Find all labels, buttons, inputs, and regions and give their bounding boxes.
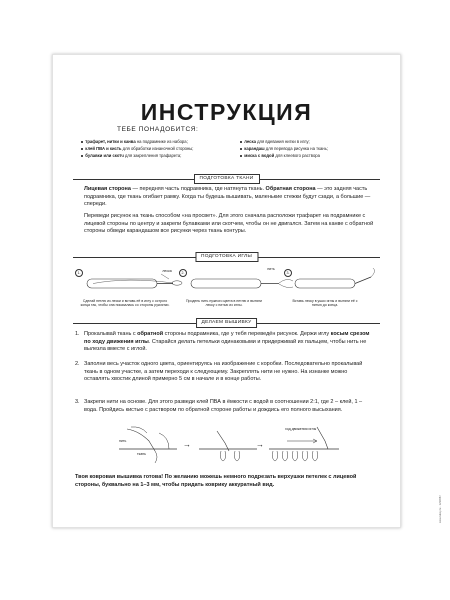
embroidery-illustration	[117, 425, 341, 467]
bullet-icon	[81, 148, 83, 150]
needle-steps-illustration	[73, 267, 383, 299]
bullet-icon	[240, 155, 242, 157]
needle-step-number: 2.	[179, 269, 187, 277]
needle-step-number: 1.	[75, 269, 83, 277]
embroidery-step-1: Прокалывай ткань с обратной стороны подрамника, где у тебя переведён рисунок. Держи иглу косым срезом по ходу движения иглы. Старайся делать петельки одинаковыми и придерживай их пальцем, чтобы нить не вылезла вместе с иглой.	[84, 331, 370, 353]
supply-item-1: трафарет, нитки и канва на подрамнике из набора;	[81, 139, 188, 144]
step-number: 2.	[75, 361, 80, 367]
side-print: www.rukoy.ru · 1234567	[439, 495, 442, 523]
arrow-right-icon: →	[256, 440, 264, 449]
supply-item-5: карандаш для перевода рисунка на ткань;	[240, 146, 328, 151]
embroidery-step-3: Закрепи нити на основе. Для этого разведи клей ПВА в ёмкости с водой в соотношении 2:1, где 2 – клей, 1 – вода. Пройдись кистью с раствором по обратной стороне работы и дождись его полного высыхания.	[84, 399, 363, 413]
figure-label-thread: нить	[119, 439, 127, 443]
hand-with-needle-figure	[119, 427, 177, 463]
bullet-icon	[81, 141, 83, 143]
figure-label-direction: ход движения иглы	[285, 427, 317, 431]
finished-loops-figure	[269, 427, 339, 461]
instruction-sheet	[52, 54, 442, 528]
supply-item-6: миска с водой для клеевого раствора	[240, 153, 320, 158]
bullet-icon	[240, 141, 242, 143]
section-title: ПОДГОТОВКА ТКАНИ	[194, 174, 260, 184]
section-fabric-header	[53, 174, 400, 183]
supply-item-4: леска для вдевания нитки в иглу;	[240, 139, 310, 144]
needle-step-caption: Продень нить нужного цвета в петлю и вытяни леску с нитью из иглы.	[186, 299, 262, 308]
loop-forming-figure	[199, 431, 257, 461]
final-note: Твоя ковровая вышивка готова! По желанию можешь немного подрезать верхушки петелек с лицевой стороны, буквально на 1–3 мм, чтобы придать коврику аккуратный вид.	[75, 474, 357, 488]
needle-step-2-figure	[191, 279, 293, 288]
needle-label-line: леска	[162, 269, 172, 273]
embroidery-step-2: Заполни весь участок одного цвета, ориентируясь на изображение с коробки. Последовательно прокалывай ткань в одном участке, а затем переходи к следующему. Закреплять нити не нужно. На изнанке можно оставлять хвостик длиной примерно 5 см в начале и в конце работы.	[84, 361, 363, 383]
bullet-icon	[240, 148, 242, 150]
section-title: ДЕЛАЕМ ВЫШИВКУ	[196, 318, 258, 328]
needle-step-1-figure	[87, 274, 182, 288]
needle-step-caption: Сделай петлю из лески и вставь её в иглу с острого конца так, чтобы она показалась со стороны рукоятки.	[80, 299, 170, 308]
supply-item-2: клей ПВА и кисть для обработки изнаночной стороны;	[81, 146, 193, 151]
needle-step-number: 3.	[284, 269, 292, 277]
needle-step-caption: Вставь леску в ушко иглы и вытяни её с нитью до конца.	[292, 299, 358, 308]
section-embroidery-header	[53, 318, 400, 327]
supply-item-3: булавки или скотч для закрепления трафарета;	[81, 153, 181, 158]
fabric-paragraph-2: Переведи рисунок на ткань способом «на просвет». Для этого сначала расположи трафарет на подрамнике с лицевой стороны по центру и закрепи булавками или скотчем, чтобы он не двигался. Затем на канве с обратной стороны обведи карандашом все рисунки через ткань контуры.	[84, 213, 374, 235]
needle-step-3-figure	[295, 268, 375, 288]
step-number: 1.	[75, 331, 80, 337]
section-needle-header	[53, 252, 400, 261]
figure-label-fabric: ткань	[137, 452, 146, 456]
bullet-icon	[81, 155, 83, 157]
arrow-right-icon: →	[183, 440, 191, 449]
page-title: ИНСТРУКЦИЯ	[140, 99, 313, 125]
supplies-heading: ТЕБЕ ПОНАДОБИТСЯ:	[117, 126, 199, 133]
step-number: 3.	[75, 399, 80, 405]
section-title: ПОДГОТОВКА ИГЛЫ	[195, 252, 258, 262]
needle-label-thread: нить	[267, 267, 275, 271]
fabric-paragraph-1: Лицевая сторона — передняя часть подрамника, где натянута ткань. Обратная сторона — это задняя часть подрамника, где ткань огибает рамку. Когда ты будешь вышивать, маленькие стежки будут сзади, а большие — спереди.	[84, 186, 371, 208]
